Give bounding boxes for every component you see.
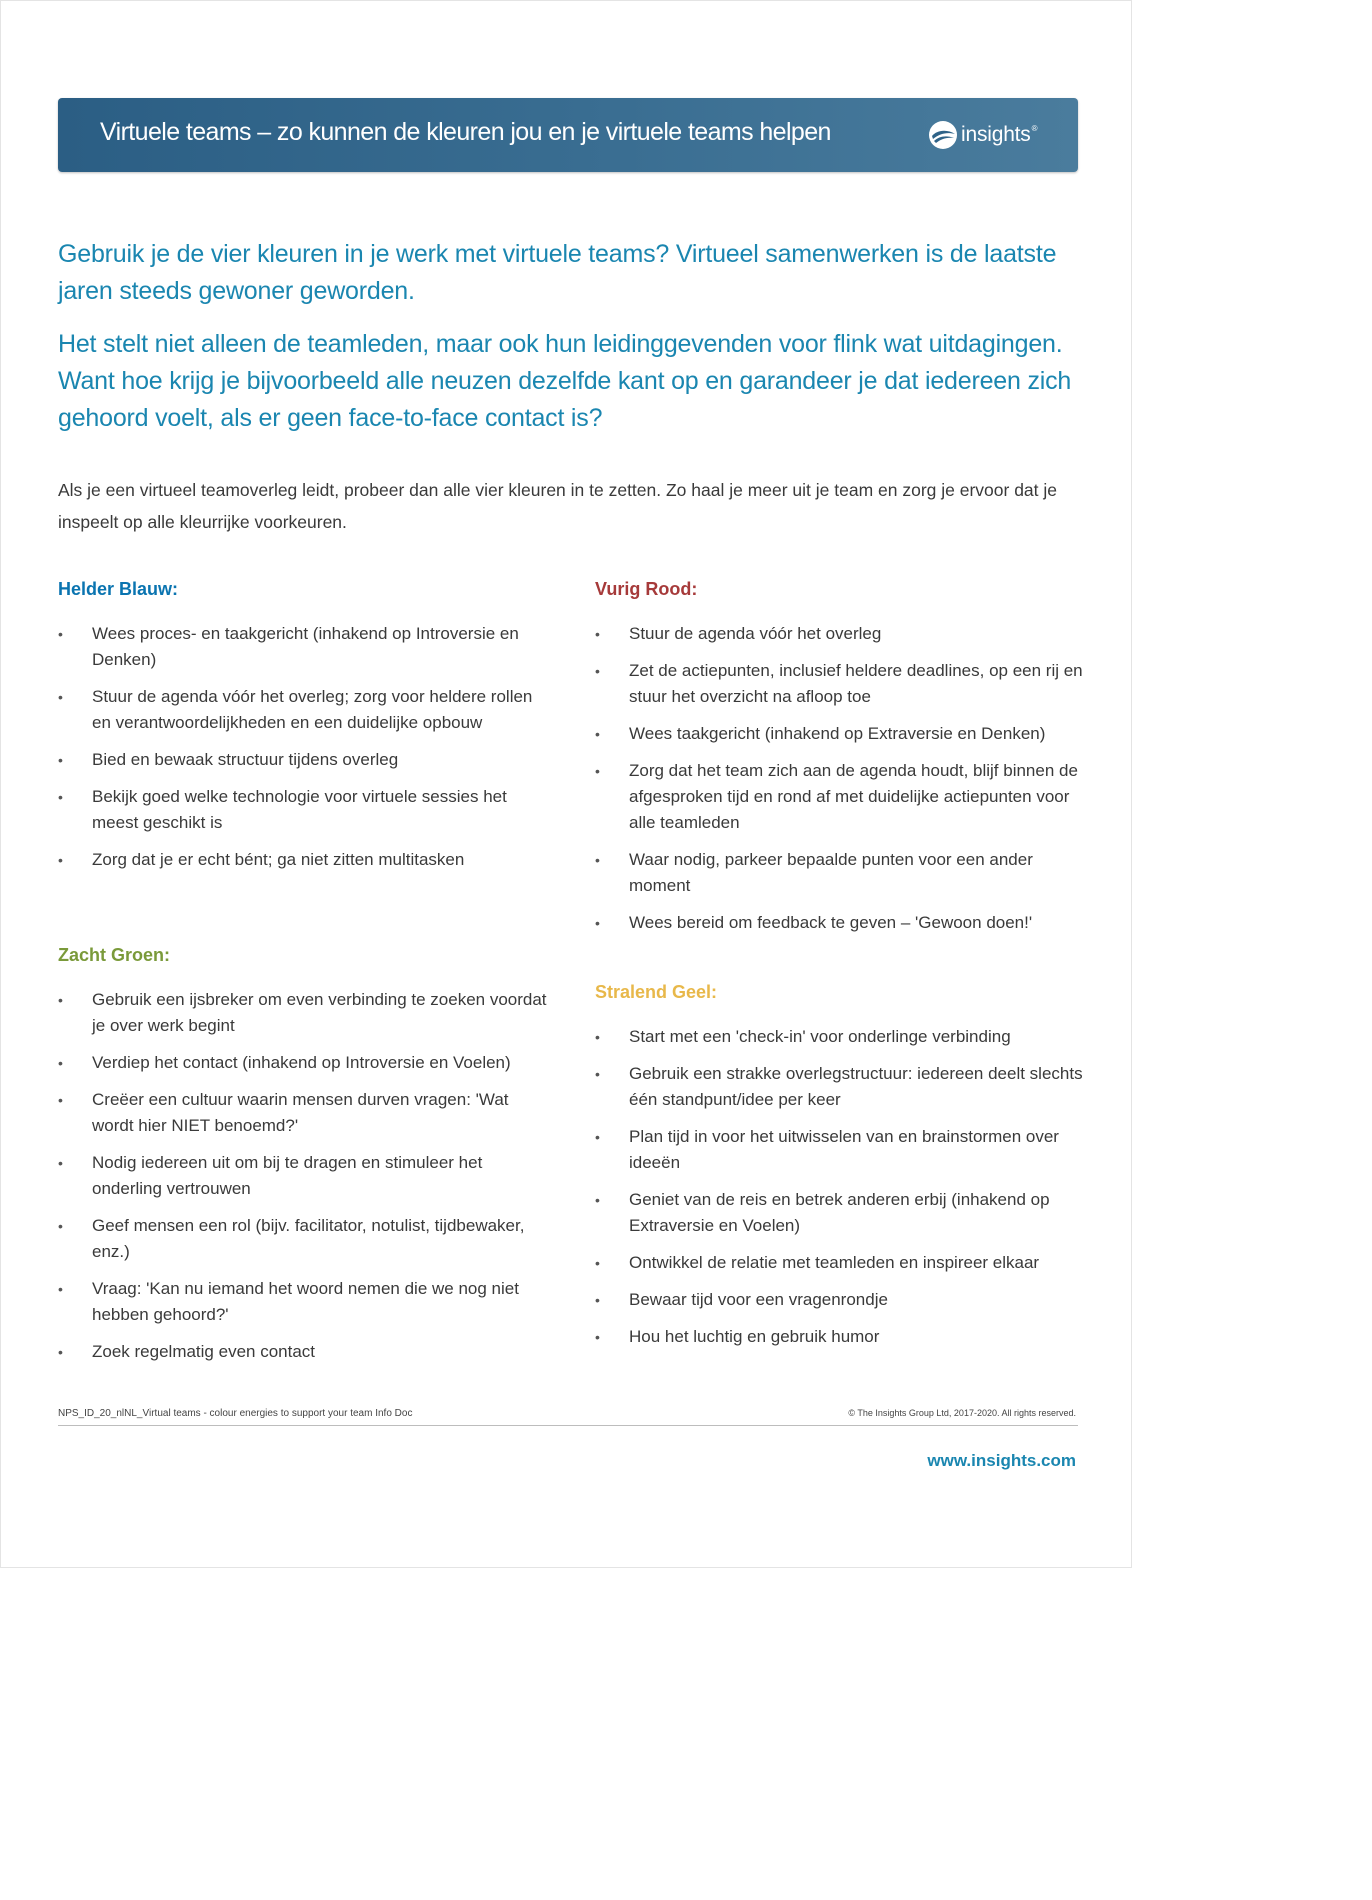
- section-stralend-geel: [595, 980, 1085, 1361]
- list-green: [58, 987, 548, 1365]
- list-red: [595, 621, 1085, 936]
- intro-paragraph-1: Gebruik je de vier kleuren in je werk met virtuele teams? Virtueel samenwerken is de laatste jaren steeds gewoner geworden.: [58, 240, 1057, 305]
- list-item: • Wees taakgericht (inhakend op Extraversie en Denken): [595, 721, 1085, 747]
- list-item: • Plan tijd in voor het uitwisselen van en brainstormen over ideeën: [595, 1124, 1085, 1176]
- footer-doc-id: NPS_ID_20_nlNL_Virtual teams - colour energies to support your team Info Doc: [58, 1408, 413, 1419]
- section-heading-red: Vurig Rood:: [595, 579, 698, 599]
- list-item: • Waar nodig, parkeer bepaalde punten voor een ander moment: [595, 847, 1085, 899]
- list-item: • Stuur de agenda vóór het overleg: [595, 621, 1085, 647]
- list-item: • Zoek regelmatig even contact: [58, 1339, 548, 1365]
- list-item: • Stuur de agenda vóór het overleg; zorg voor heldere rollen en verantwoordelijkheden en een duidelijke opbouw: [58, 684, 548, 736]
- footer-copyright: © The Insights Group Ltd, 2017-2020. All rights reserved.: [848, 1408, 1076, 1418]
- section-zacht-groen: [58, 943, 548, 1376]
- lead-paragraph: Als je een virtueel teamoverleg leidt, probeer dan alle vier kleuren in te zetten. Zo haal je meer uit je team en zorg je ervoor dat je inspeelt op alle kleurrijke voorkeuren.: [58, 480, 1058, 532]
- intro-paragraph-2: Het stelt niet alleen de teamleden, maar ook hun leidinggevenden voor flink wat uitdagingen. Want hoe krijg je bijvoorbeeld alle neuzen dezelfde kant op en garandeer je dat iedereen zich gehoord voelt, als er geen face-to-face contact is?: [58, 330, 1072, 432]
- list-item: • Start met een 'check-in' voor onderlinge verbinding: [595, 1024, 1085, 1050]
- list-item: • Wees bereid om feedback te geven – 'Gewoon doen!': [595, 910, 1085, 936]
- insights-logo: [928, 118, 1038, 152]
- list-item: • Geniet van de reis en betrek anderen erbij (inhakend op Extraversie en Voelen): [595, 1187, 1085, 1239]
- logo-text: insights: [961, 123, 1031, 146]
- section-helder-blauw: [58, 577, 548, 884]
- list-yellow: [595, 1024, 1085, 1350]
- list-item: • Hou het luchtig en gebruik humor: [595, 1324, 1085, 1350]
- list-blue: [58, 621, 548, 873]
- list-item: • Zorg dat het team zich aan de agenda houdt, blijf binnen de afgesproken tijd en rond af met duidelijke actiepunten voor alle teamleden: [595, 758, 1085, 836]
- list-item: • Zorg dat je er echt bént; ga niet zitten multitasken: [58, 847, 548, 873]
- list-item: • Bewaar tijd voor een vragenrondje: [595, 1287, 1085, 1313]
- footer-divider: [58, 1425, 1078, 1426]
- section-vurig-rood: [595, 577, 1085, 947]
- list-item: • Gebruik een strakke overlegstructuur: iedereen deelt slechts één standpunt/idee per keer: [595, 1061, 1085, 1113]
- list-item: • Verdiep het contact (inhakend op Introversie en Voelen): [58, 1050, 548, 1076]
- section-heading-yellow: Stralend Geel:: [595, 982, 718, 1002]
- list-item: • Nodig iedereen uit om bij te dragen en stimuleer het onderling vertrouwen: [58, 1150, 548, 1202]
- list-item: • Vraag: 'Kan nu iemand het woord nemen die we nog niet hebben gehoord?': [58, 1276, 548, 1328]
- header-banner: [58, 98, 1078, 172]
- list-item: • Bekijk goed welke technologie voor virtuele sessies het meest geschikt is: [58, 784, 548, 836]
- footer-website-link[interactable]: www.insights.com: [927, 1451, 1076, 1470]
- page-title: Virtuele teams – zo kunnen de kleuren jou en je virtuele teams helpen: [100, 118, 831, 146]
- section-heading-blue: Helder Blauw:: [58, 579, 179, 599]
- list-item: • Bied en bewaak structuur tijdens overleg: [58, 747, 548, 773]
- section-heading-green: Zacht Groen:: [58, 945, 171, 965]
- list-item: • Zet de actiepunten, inclusief heldere deadlines, op een rij en stuur het overzicht na afloop toe: [595, 658, 1085, 710]
- list-item: • Creëer een cultuur waarin mensen durven vragen: 'Wat wordt hier NIET benoemd?': [58, 1087, 548, 1139]
- list-item: • Wees proces- en taakgericht (inhakend op Introversie en Denken): [58, 621, 548, 673]
- list-item: • Ontwikkel de relatie met teamleden en inspireer elkaar: [595, 1250, 1085, 1276]
- list-item: • Geef mensen een rol (bijv. facilitator, notulist, tijdbewaker, enz.): [58, 1213, 548, 1265]
- list-item: • Gebruik een ijsbreker om even verbinding te zoeken voordat je over werk begint: [58, 987, 548, 1039]
- logo-registered-mark: ®: [1031, 124, 1038, 133]
- insights-logo-icon: [928, 120, 958, 150]
